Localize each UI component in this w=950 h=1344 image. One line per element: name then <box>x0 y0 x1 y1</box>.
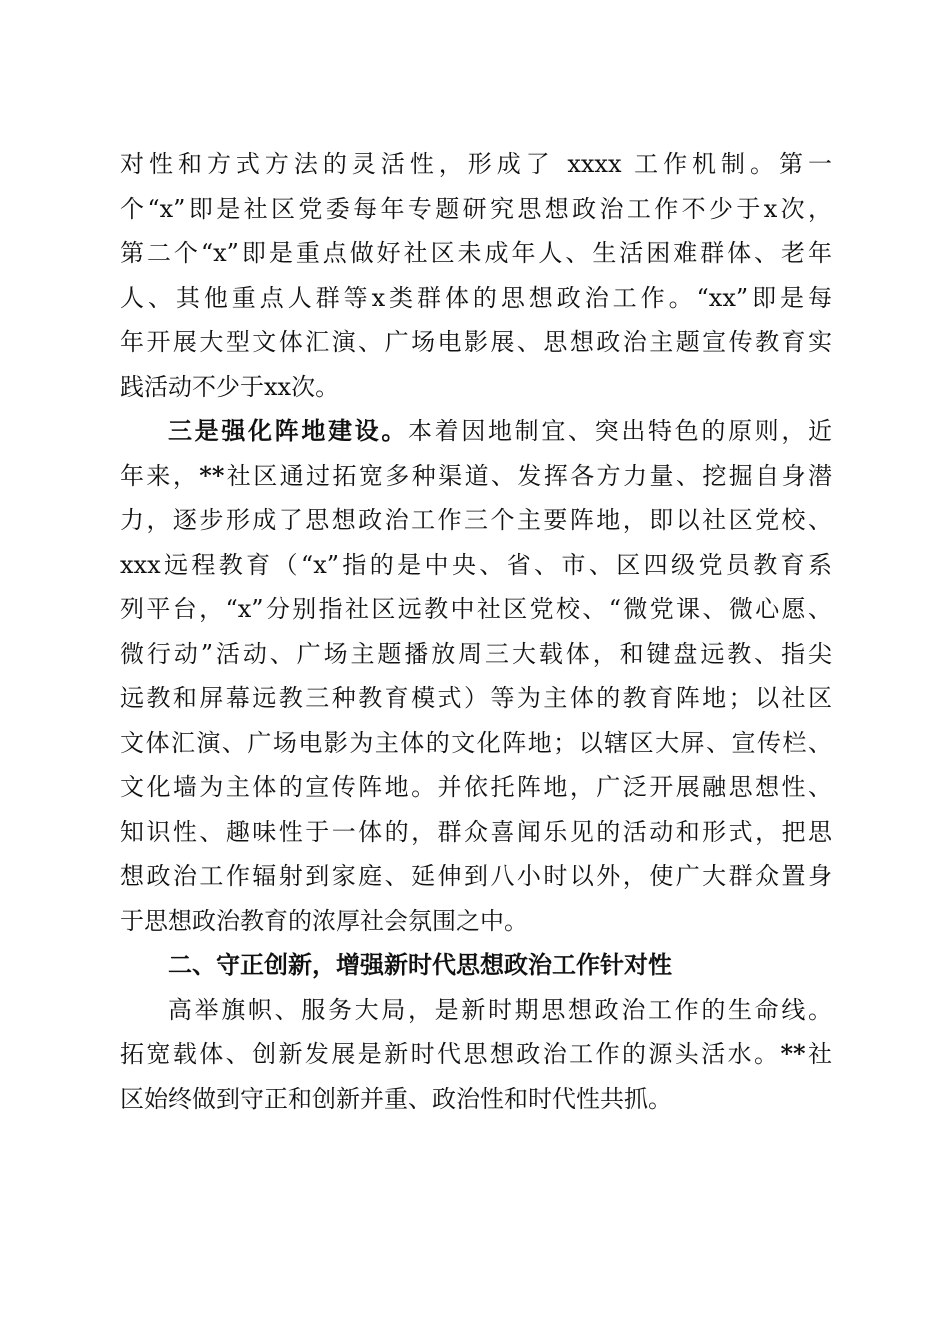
text-line <box>120 543 832 588</box>
text-segment: 社区通过拓宽多种渠道、发挥各方力量、挖掘自身潜 <box>224 461 833 490</box>
text-segment: 区始终做到守正和创新并重、政治性和时代性共抓。 <box>120 1084 672 1113</box>
text-segment: 本着因地制宜、突出特色的原则，近 <box>408 417 832 445</box>
text-line <box>120 943 832 988</box>
text-segment: 想政治工作辐射到家庭、延伸到八小时以外，使广大群众置身 <box>120 862 832 890</box>
text-segment: 力，逐步形成了思想政治工作三个主要阵地，即以社区党校、 <box>120 506 832 534</box>
text-segment: 对性和方式方法的灵活性，形成了 xxxx 工作机制。第一 <box>120 150 832 178</box>
text-segment: 个“x”即是社区党委每年专题研究思想政治工作不少于x次， <box>120 194 832 223</box>
text-line <box>120 721 832 766</box>
text-segment: 第二个“x”即是重点做好社区未成年人、生活困难群体、老年 <box>120 239 832 267</box>
text-segment: 远教和屏幕远教三种教育模式）等为主体的教育阵地；以社区 <box>120 684 832 712</box>
text-line <box>120 632 832 677</box>
paragraph <box>120 142 832 409</box>
text-segment: 高举旗帜、服务大局，是新时期思想政治工作的生命线。 <box>168 995 832 1024</box>
text-line <box>120 810 832 855</box>
text-line <box>120 676 832 721</box>
text-line <box>120 854 832 899</box>
text-segment: xxx远程教育（“x”指的是中央、省、市、区四级党员教育系 <box>120 550 832 579</box>
text-segment: 年开展大型文体汇演、广场电影展、思想政治主题宣传教育实 <box>120 328 832 356</box>
text-line <box>120 1077 832 1122</box>
text-line <box>120 187 832 232</box>
text-line <box>120 409 832 454</box>
text-line <box>120 142 832 187</box>
text-line <box>120 1032 832 1077</box>
text-line <box>120 765 832 810</box>
paragraph <box>120 409 832 943</box>
text-line <box>120 454 832 499</box>
text-line <box>120 231 832 276</box>
text-segment: 践活动不少于xx次。 <box>120 372 340 401</box>
text-line <box>120 899 832 944</box>
text-segment: 社 <box>805 1040 833 1068</box>
text-segment: 知识性、趣味性于一体的，群众喜闻乐见的活动和形式，把思 <box>120 817 832 846</box>
bold-text: 三是强化阵地建设。 <box>168 416 408 445</box>
text-segment: 年来， <box>120 461 200 490</box>
text-line <box>120 276 832 321</box>
text-segment: 列平台，“x”分别指社区远教中社区党校、“微党课、微心愿、 <box>120 595 832 623</box>
bold-text: ** <box>199 460 225 490</box>
paragraph <box>120 988 832 1122</box>
text-segment: 于思想政治教育的浓厚社会氛围之中。 <box>120 906 528 935</box>
text-segment: 人、其他重点人群等x类群体的思想政治工作。“xx”即是每 <box>120 283 832 312</box>
text-segment: 文化墙为主体的宣传阵地。并依托阵地，广泛开展融思想性、 <box>120 773 832 801</box>
text-line <box>120 365 832 410</box>
text-segment: 拓宽载体、创新发展是新时代思想政治工作的源头活水。 <box>120 1040 781 1068</box>
text-line <box>120 988 832 1033</box>
text-segment: 文体汇演、广场电影为主体的文化阵地；以辖区大屏、宣传栏、 <box>120 728 832 757</box>
text-segment: 二、守正创新，增强新时代思想政治工作针对性 <box>168 951 672 979</box>
text-line <box>120 320 832 365</box>
text-segment: 微行动”活动、广场主题播放周三大载体，和键盘远教、指尖 <box>120 639 832 668</box>
bold-text: ** <box>780 1039 806 1068</box>
section-heading <box>120 943 832 988</box>
text-line <box>120 587 832 632</box>
text-line <box>120 498 832 543</box>
document-page <box>120 142 832 1121</box>
